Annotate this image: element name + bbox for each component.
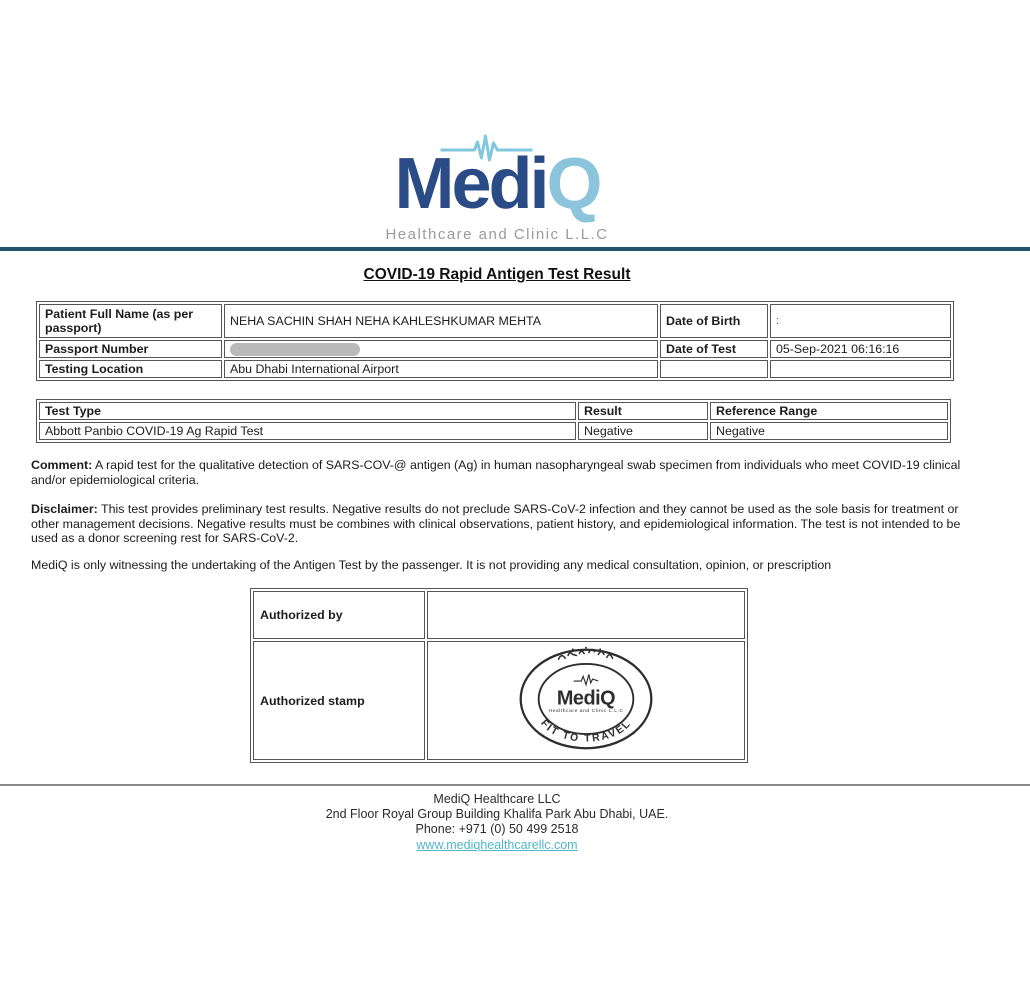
- result-value: Negative: [578, 422, 708, 440]
- authorized-by-value: [427, 591, 745, 639]
- test-type-header: Test Type: [39, 402, 576, 420]
- document-title: COVID-19 Rapid Antigen Test Result: [363, 266, 631, 283]
- disclaimer-label: Disclaimer:: [31, 502, 98, 516]
- comment-text: A rapid test for the qualitative detection of SARS-COV-@ antigen (Ag) in human nasopharyngeal swab specimen from individuals who meet COVID-19 clinical and/or epidemiological criteria.: [31, 458, 961, 487]
- table-row: [39, 340, 951, 358]
- reference-range-value: Negative: [710, 422, 948, 440]
- footer-phone: Phone: +971 (0) 50 499 2518: [415, 822, 579, 837]
- disclaimer-text: This test provides preliminary test results. Negative results do not preclude SARS-CoV-2 infection and they cannot be used as the sole basis for treatment or other management decisions. Negative results must be combines with clinical observations, patient history, and epidemiological information. The test is not intended to be used as a donor screening rest for SARS-CoV-2.: [31, 502, 961, 546]
- table-header-row: [39, 402, 948, 420]
- comment-paragraph: [31, 458, 971, 487]
- date-of-birth-value: :: [770, 304, 951, 338]
- mediq-logo: [385, 144, 609, 243]
- footer-company: MediQ Healthcare LLC: [433, 792, 561, 806]
- authorized-stamp-cell: [427, 641, 745, 760]
- table-row: [39, 360, 951, 378]
- footer-divider: [0, 784, 1030, 786]
- witness-note: MediQ is only witnessing the undertaking of the Antigen Test by the passenger. It is not providing any medical consultation, opinion, or prescription: [31, 558, 832, 572]
- empty-cell: [660, 360, 768, 378]
- patient-info-table: [36, 301, 954, 381]
- patient-name-value: NEHA SACHIN SHAH NEHA KAHLESHKUMAR MEHTA: [224, 304, 658, 338]
- stamp-brand: MediQ: [556, 687, 616, 710]
- table-row: [39, 304, 951, 338]
- result-header: Result: [578, 402, 708, 420]
- mediq-stamp: [515, 644, 657, 754]
- footer-address: 2nd Floor Royal Group Building Khalifa Park Abu Dhabi, UAE.: [325, 807, 669, 822]
- header-divider: [0, 247, 1030, 251]
- comment-label: Comment:: [31, 458, 93, 472]
- authorization-table: [250, 588, 748, 763]
- reference-range-header: Reference Range: [710, 402, 948, 420]
- logo-brand-dark: Medi: [394, 144, 547, 224]
- stamp-subtitle: Healthcare and Clinic L.L.C: [548, 709, 624, 715]
- stamp-fit-to-travel: FIT TO TRAVEL: [538, 717, 634, 745]
- footer: [0, 792, 994, 853]
- logo-tagline: Healthcare and Clinic L.L.C: [385, 226, 609, 243]
- table-row: [39, 422, 948, 440]
- date-of-test-value: 05-Sep-2021 06:16:16: [770, 340, 951, 358]
- logo-text: [385, 144, 608, 224]
- date-of-birth-label: Date of Birth: [660, 304, 768, 338]
- passport-number-value: [224, 340, 658, 358]
- testing-location-value: Abu Dhabi International Airport: [224, 360, 658, 378]
- table-row: [253, 591, 745, 639]
- date-of-test-label: Date of Test: [660, 340, 768, 358]
- empty-cell: [770, 360, 951, 378]
- stamp-heartbeat-icon: [574, 674, 599, 684]
- authorized-stamp-label: Authorized stamp: [253, 641, 425, 760]
- redacted-passport-number: [230, 343, 360, 356]
- test-result-table: [36, 399, 951, 443]
- footer-website-link[interactable]: www.mediqhealthcarellc.com: [416, 837, 578, 852]
- disclaimer-paragraph: [31, 502, 971, 546]
- passport-number-label: Passport Number: [39, 340, 222, 358]
- logo-brand-q: Q: [546, 144, 600, 224]
- test-type-value: Abbott Panbio COVID-19 Ag Rapid Test: [39, 422, 576, 440]
- patient-name-label: Patient Full Name (as per passport): [39, 304, 222, 338]
- heartbeat-icon: [440, 134, 532, 162]
- table-row: [253, 641, 745, 760]
- authorized-by-label: Authorized by: [253, 591, 425, 639]
- testing-location-label: Testing Location: [39, 360, 222, 378]
